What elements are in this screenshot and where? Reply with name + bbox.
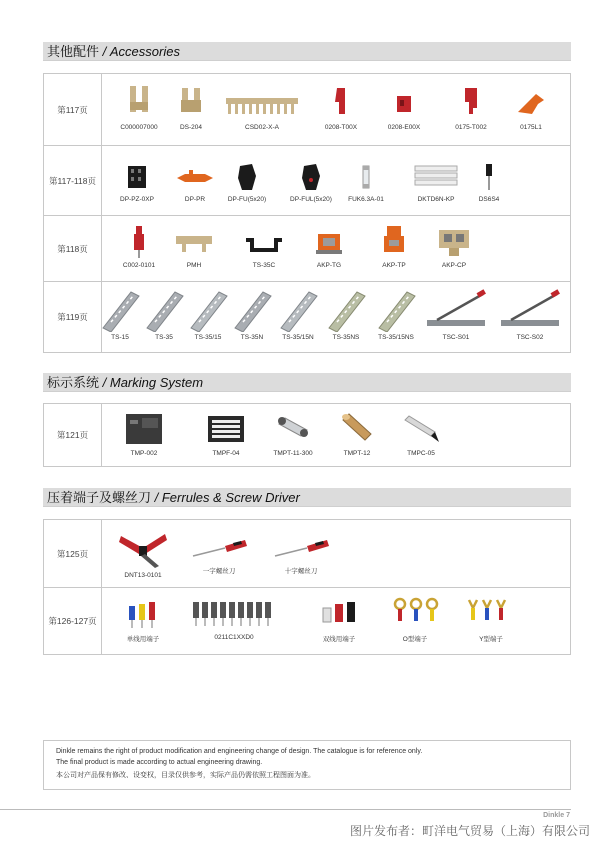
plug-connector-image <box>124 160 150 194</box>
product-item[interactable] <box>304 598 374 643</box>
table-row <box>44 588 570 654</box>
fork-terminal-image <box>463 596 519 632</box>
product-code: AKP-TP <box>382 262 406 269</box>
product-item[interactable] <box>366 288 426 341</box>
page-ref: 第125页 <box>44 520 102 587</box>
din-rail-image <box>229 288 275 332</box>
product-item[interactable] <box>306 84 376 131</box>
product-item[interactable] <box>496 84 566 131</box>
product-code: DP-FUL(5x20) <box>290 196 332 203</box>
table-row <box>44 282 570 352</box>
terminal-block-image <box>312 224 346 260</box>
product-code: TMPT-11-300 <box>273 450 313 457</box>
product-code: TSC-S02 <box>516 334 544 341</box>
product-item[interactable] <box>191 410 261 457</box>
product-code: O型端子 <box>402 636 428 643</box>
table-row <box>44 404 570 466</box>
page-ref: 第117-118页 <box>44 146 102 215</box>
rail-cutter-image <box>497 288 563 332</box>
page-number: 7 <box>566 812 570 819</box>
page-ref: 第118页 <box>44 216 102 281</box>
section-header-ferrules <box>43 488 571 507</box>
marker-pen-image <box>399 410 443 448</box>
product-item[interactable] <box>386 410 456 457</box>
product-code: AKP-CP <box>441 262 467 269</box>
product-item[interactable] <box>322 410 392 457</box>
section-header-marking <box>43 373 571 392</box>
page-ref: 第119页 <box>44 282 102 352</box>
disclaimer-line: Dinkle remains the right of product modification and engineering change of design. The catalogue is for reference only. <box>56 748 423 755</box>
product-item[interactable] <box>229 224 299 269</box>
product-item[interactable] <box>492 288 568 341</box>
footer-divider <box>0 809 571 810</box>
table-row <box>44 146 570 216</box>
product-item[interactable] <box>109 410 179 457</box>
product-code: 双线用端子 <box>322 636 356 643</box>
product-code: TMPT-12 <box>343 450 371 457</box>
product-item[interactable] <box>266 534 336 575</box>
disclaimer-line: 本公司对产品保有修改、设变权，目录仅供参考，实际产品仍需依照工程图面为准。 <box>56 772 315 779</box>
page-ref: 第121页 <box>44 404 102 466</box>
product-code: DNT13-0101 <box>124 572 162 579</box>
section-title-cn: 压着端子及螺丝刀 <box>47 490 152 505</box>
product-code: AKP-TG <box>316 262 342 269</box>
rail-cutter-image <box>423 288 489 332</box>
product-code: 0175L1 <box>520 124 542 131</box>
end-plate-image <box>392 84 416 122</box>
product-code: 0175-T002 <box>455 124 487 131</box>
rail-support-image <box>242 224 286 260</box>
din-rail-image <box>323 288 369 332</box>
product-code: TS-35/15 <box>194 334 222 341</box>
product-code: TS-35 <box>155 334 173 341</box>
section-header-accessories <box>43 42 571 61</box>
product-item[interactable] <box>258 410 328 457</box>
product-code: TMPF-04 <box>212 450 240 457</box>
fuse-image <box>356 160 376 194</box>
product-code: DKTD6N-KP <box>417 196 455 203</box>
section-title-en: / Marking System <box>102 375 204 390</box>
product-code: PMH <box>186 262 202 269</box>
marker-holder-image <box>172 224 216 260</box>
ink-roll-image <box>335 410 379 448</box>
product-code: DS6S4 <box>478 196 500 203</box>
product-item[interactable] <box>156 84 226 131</box>
page-ref: 第126-127页 <box>44 588 102 654</box>
section-title-cn: 标示系统 <box>47 375 100 390</box>
slotted-screwdriver-image <box>189 534 249 564</box>
comb-jumper-image <box>224 84 300 122</box>
section-title-en: / Accessories <box>102 44 180 59</box>
terminal-block-image <box>377 224 411 260</box>
crimping-tool-image <box>115 526 171 570</box>
disclaimer-line: The final product is made according to actual engineering drawing. <box>56 759 263 766</box>
table-row <box>44 520 570 588</box>
product-item[interactable] <box>420 288 492 341</box>
product-item[interactable] <box>184 534 254 575</box>
product-code: TMPC-05 <box>407 450 435 457</box>
product-item[interactable] <box>222 84 302 131</box>
product-item[interactable] <box>419 224 489 269</box>
fuse-holder-image <box>298 160 324 194</box>
product-code: TSC-S01 <box>442 334 470 341</box>
product-code: 0208-E00X <box>387 124 421 131</box>
printer-image <box>122 410 166 448</box>
footer-brand <box>543 812 570 819</box>
jumper-image <box>127 84 151 122</box>
end-bracket-image <box>329 84 353 122</box>
product-code: C002-0101 <box>122 262 156 269</box>
fuse-holder-image <box>234 160 260 194</box>
ink-ribbon-image <box>271 410 315 448</box>
product-code: 十字螺丝刀 <box>284 568 318 575</box>
test-plug-image <box>129 224 149 260</box>
din-rail-image <box>275 288 321 332</box>
ring-terminal-image <box>390 596 440 632</box>
product-code: 单线用端子 <box>126 636 160 643</box>
product-code: TS-15 <box>111 334 129 341</box>
table-row <box>44 216 570 282</box>
product-code: TS-35C <box>252 262 276 269</box>
product-item[interactable] <box>159 224 229 269</box>
publisher-credit: 图片发布者：町洋电气贸易（上海）有限公司 <box>349 824 590 838</box>
marker-carrier-image <box>514 84 548 122</box>
product-code: DP-PR <box>184 196 206 203</box>
product-item[interactable] <box>212 160 282 203</box>
product-code: FUK6.3A-01 <box>348 196 384 203</box>
ferrule-image <box>189 598 279 632</box>
product-item[interactable] <box>380 596 450 643</box>
product-code: DP-PZ-0XP <box>120 196 154 203</box>
product-item[interactable] <box>369 84 439 131</box>
terminal-block-image <box>435 224 473 260</box>
product-item[interactable] <box>294 224 364 269</box>
twin-ferrule-image <box>317 598 361 632</box>
product-code: TS-35/15NS <box>378 334 414 341</box>
jumper-image <box>179 84 203 122</box>
product-code: TS-35N <box>240 334 264 341</box>
disconnect-link-image <box>481 160 497 194</box>
table-row <box>44 74 570 146</box>
brand-logo-text: Dinkle <box>543 812 565 819</box>
disclaimer-box <box>43 740 571 790</box>
product-code: TS-35/15N <box>282 334 314 341</box>
product-item[interactable] <box>108 526 178 579</box>
product-code: 0208-T00X <box>324 124 358 131</box>
product-item[interactable] <box>454 160 524 203</box>
product-item[interactable] <box>108 598 178 643</box>
product-code: DS-204 <box>179 124 203 131</box>
product-item[interactable] <box>456 596 526 643</box>
accessories-table <box>43 73 571 353</box>
test-plug-image <box>175 160 215 194</box>
phillips-screwdriver-image <box>271 534 331 564</box>
product-code: CSD02-X-A <box>245 124 279 131</box>
product-item[interactable] <box>184 598 284 641</box>
marker-plate-image <box>204 410 248 448</box>
product-code: C000007000 <box>120 124 158 131</box>
product-code: Y型端子 <box>479 636 503 643</box>
marking-table <box>43 403 571 467</box>
section-title-cn: 其他配件 <box>47 44 100 59</box>
end-bracket-image <box>459 84 483 122</box>
product-code: DP-FU(5x20) <box>227 196 267 203</box>
product-code: TS-35NS <box>332 334 360 341</box>
din-rail-image <box>373 288 419 332</box>
ferrules-table <box>43 519 571 655</box>
product-code: TMP-002 <box>130 450 158 457</box>
product-item[interactable] <box>331 160 401 203</box>
product-code: 0211C1XXD0 <box>214 634 254 641</box>
page-ref: 第117页 <box>44 74 102 145</box>
ferrule-image <box>123 598 163 632</box>
product-code: 一字螺丝刀 <box>202 568 236 575</box>
section-title-en: / Ferrules & Screw Driver <box>154 490 300 505</box>
